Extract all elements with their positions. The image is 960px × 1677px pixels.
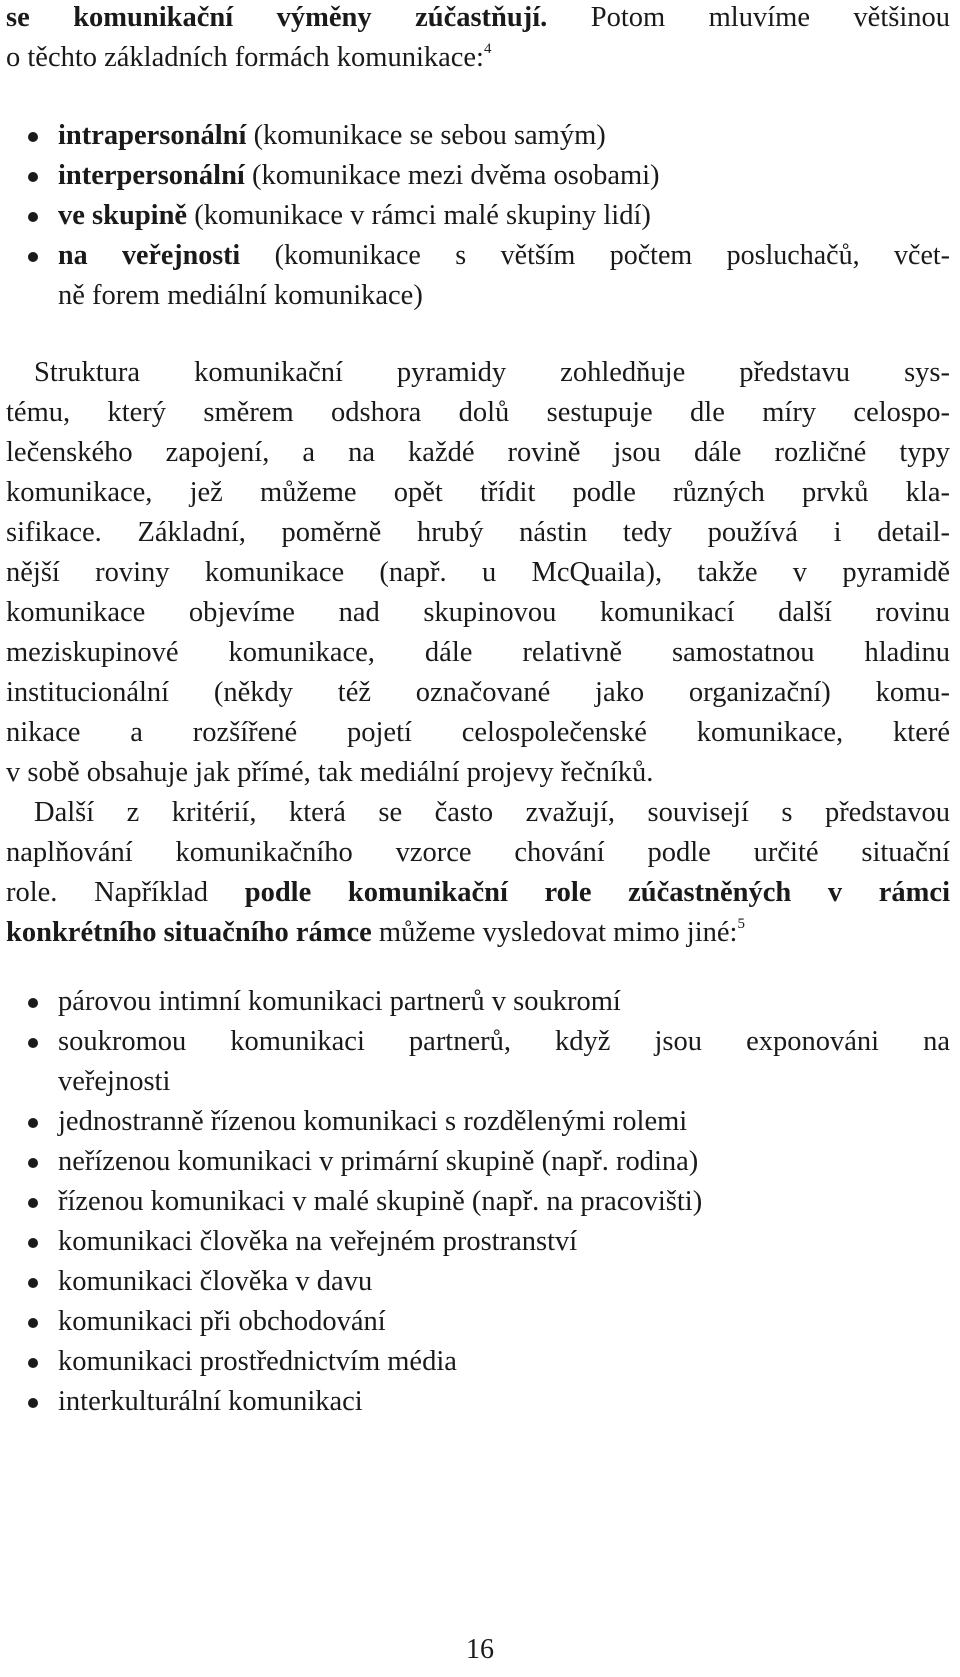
intro-rest: Potom mluvíme většinou	[547, 2, 950, 33]
list-item-text: komunikaci člověka v davu	[58, 1266, 373, 1297]
forms-list	[6, 116, 950, 316]
list-item	[6, 1302, 950, 1342]
list-item	[6, 1222, 950, 1262]
paragraph-1	[6, 353, 950, 793]
list-item-text: párovou intimní komunikaci partnerů v soukromí	[58, 986, 621, 1017]
list-item	[6, 1342, 950, 1382]
bullet-icon	[28, 1278, 38, 1288]
paragraph-text: role. Například	[6, 877, 245, 908]
bullet-icon	[28, 1398, 38, 1408]
bullet-icon	[28, 1238, 38, 1248]
paragraph-line: meziskupinové komunikace, dále relativně samostatnou hladinu	[6, 637, 950, 668]
list-item	[6, 1262, 950, 1302]
bullet-icon	[28, 1358, 38, 1368]
list-item-text-continued: veřejnosti	[58, 1066, 171, 1097]
bullet-icon	[28, 1318, 38, 1328]
paragraph-bold: podle komunikační role zúčastněných v rámci	[244, 877, 950, 908]
paragraph-line: komunikace objevíme nad skupinovou komunikací další rovinu	[6, 597, 950, 628]
intro	[6, 0, 950, 82]
footnote-ref-5: 5	[737, 916, 745, 932]
bullet-icon	[28, 252, 38, 262]
list-item	[6, 116, 950, 156]
list-item-text: komunikaci člověka na veřejném prostranství	[58, 1226, 578, 1257]
paragraph-line	[6, 873, 950, 913]
paragraph-line: lečenského zapojení, a na každé rovině jsou dále rozličné typy	[6, 437, 950, 468]
form-desc: (komunikace v rámci malé skupiny lidí)	[187, 200, 651, 231]
paragraph-line: sifikace. Základní, poměrně hrubý nástin tedy používá i detail-	[6, 517, 950, 548]
form-term: intrapersonální	[58, 120, 247, 151]
list-item-text: interkulturální komunikaci	[58, 1386, 363, 1417]
bullet-icon	[28, 998, 38, 1008]
list-item	[6, 236, 950, 316]
paragraph-line: nikace a rozšířené pojetí celospolečenské komunikace, které	[6, 717, 950, 748]
bullet-icon	[28, 212, 38, 222]
bullet-icon	[28, 1118, 38, 1128]
list-item	[6, 1102, 950, 1142]
bullet-icon	[28, 1038, 38, 1048]
list-item	[6, 1382, 950, 1422]
form-desc: (komunikace s větším počtem posluchačů, včet-	[240, 240, 950, 271]
form-term: na veřejnosti	[58, 240, 241, 271]
list-item-text: jednostranně řízenou komunikaci s rozdělenými rolemi	[58, 1106, 688, 1137]
paragraph-line: v sobě obsahuje jak přímé, tak mediální projevy řečníků.	[6, 757, 654, 788]
form-term: interpersonální	[58, 160, 245, 191]
paragraph-line: Další z kritérií, která se často zvažují, souvisejí s představou	[34, 797, 950, 828]
roles-list	[6, 982, 950, 1422]
list-item-text: neřízenou komunikaci v primární skupině (např. rodina)	[58, 1146, 699, 1177]
list-item	[6, 1182, 950, 1222]
paragraph-text: můžeme vysledovat mimo jiné:	[371, 917, 738, 948]
form-desc: (komunikace se sebou samým)	[246, 120, 606, 151]
footnote-ref-4: 4	[483, 41, 492, 57]
list-item	[6, 1142, 950, 1182]
form-term: ve skupině	[58, 200, 188, 231]
paragraph-line: Struktura komunikační pyramidy zohledňuje představu sys-	[34, 357, 950, 388]
list-item	[6, 1022, 950, 1102]
intro-line-1	[6, 0, 950, 38]
intro-bold: se komunikační výměny zúčastňují.	[6, 2, 548, 33]
paragraph-line: naplňování komunikačního vzorce chování podle určité situační	[6, 837, 950, 868]
list-item	[6, 156, 950, 196]
bullet-icon	[28, 172, 38, 182]
intro-line-2-text: o těchto základních formách komunikace:	[6, 42, 484, 73]
list-item-text: soukromou komunikaci partnerů, když jsou exponováni na	[58, 1026, 950, 1057]
bullet-icon	[28, 1198, 38, 1208]
list-item	[6, 982, 950, 1022]
paragraph-line: tému, který směrem odshora dolů sestupuje dle míry celospo-	[6, 397, 950, 428]
list-item-text: řízenou komunikaci v malé skupině (např. na pracovišti)	[58, 1186, 703, 1217]
bullet-icon	[28, 132, 38, 142]
paragraph-bold: konkrétního situačního rámce	[6, 917, 372, 948]
paragraph-line	[6, 913, 950, 957]
form-desc-continued: ně forem mediální komunikace)	[58, 280, 423, 311]
form-desc: (komunikace mezi dvěma osobami)	[244, 160, 660, 191]
intro-line-2	[6, 38, 950, 82]
paragraph-line: komunikace, jež můžeme opět třídit podle různých prvků kla-	[6, 477, 950, 508]
paragraph-2	[6, 793, 950, 957]
bullet-icon	[28, 1158, 38, 1168]
list-item-text: komunikaci prostřednictvím média	[58, 1346, 457, 1377]
paragraph-line: nější roviny komunikace (např. u McQuaila), takže v pyramidě	[6, 557, 950, 588]
list-item-text: komunikaci při obchodování	[58, 1306, 386, 1337]
page-number: 16	[466, 1634, 494, 1665]
list-item	[6, 196, 950, 236]
paragraph-line: institucionální (někdy též označované jako organizační) komu-	[6, 677, 950, 708]
